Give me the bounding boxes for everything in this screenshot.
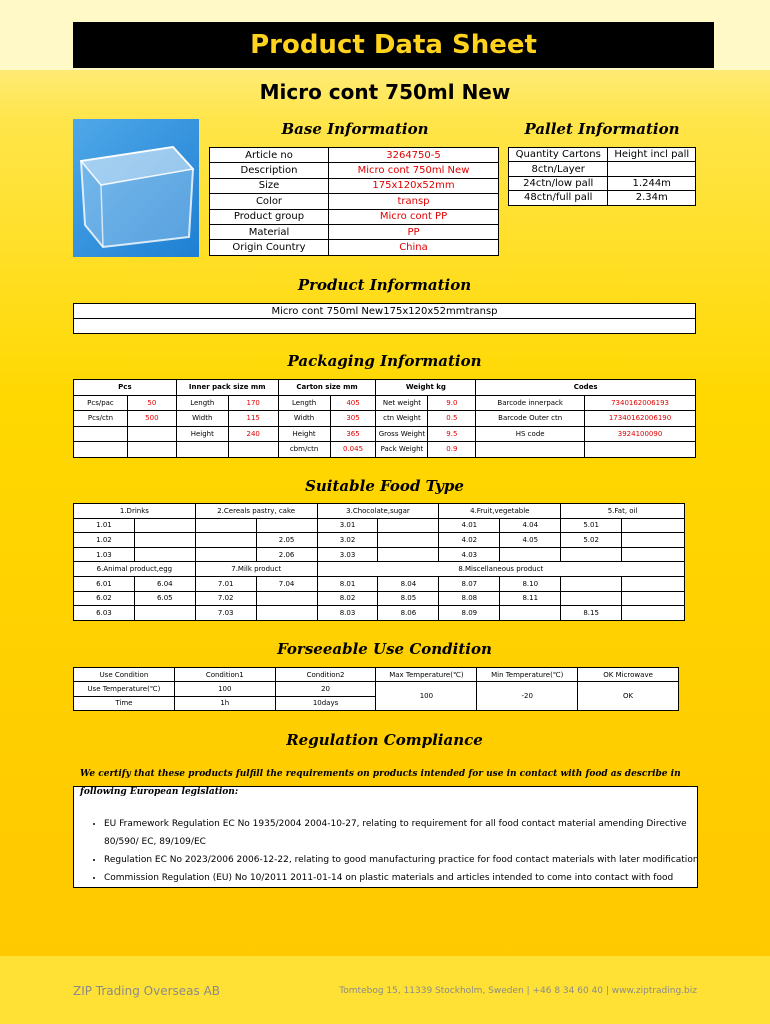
food-code: [622, 518, 685, 533]
food-code: [256, 591, 317, 606]
food-code: 7.01: [195, 576, 256, 591]
packaging-cell: 405: [330, 395, 376, 411]
section-product-info: Product Information: [297, 276, 472, 294]
packaging-cell: [127, 442, 176, 458]
use-header: Use Condition: [74, 668, 175, 682]
food-category: 3.Chocolate,sugar: [317, 504, 439, 519]
use-header: OK Microwave: [578, 668, 679, 682]
packaging-cell: [74, 426, 128, 442]
food-code: 7.02: [195, 591, 256, 606]
food-category: 6.Animal product,egg: [74, 562, 196, 577]
product-image: [73, 119, 199, 257]
food-row: [74, 547, 685, 562]
packaging-cell: [228, 442, 278, 458]
packaging-cell: Barcode innerpack: [476, 395, 585, 411]
food-code: 6.02: [74, 591, 135, 606]
food-code: [378, 533, 439, 548]
food-code: [195, 533, 256, 548]
packaging-cell: [585, 442, 696, 458]
use-cell: Use Temperature(℃): [74, 682, 175, 696]
base-info-row: [210, 178, 499, 193]
food-code: [622, 606, 685, 621]
use-header: Condition2: [275, 668, 376, 682]
food-code: [622, 591, 685, 606]
regulation-list: [74, 815, 704, 887]
base-info-label: Material: [210, 224, 329, 239]
use-cell: Time: [74, 696, 175, 710]
food-code: 1.03: [74, 547, 135, 562]
pallet-cell: 48ctn/full pall: [509, 191, 608, 205]
food-code: [622, 576, 685, 591]
section-base-info: Base Information: [281, 120, 429, 138]
food-code: [195, 547, 256, 562]
packaging-header: Pcs: [74, 380, 177, 396]
packaging-cell: 50: [127, 395, 176, 411]
packaging-cell: Pack Weight: [376, 442, 428, 458]
section-regulation: Regulation Compliance: [286, 731, 483, 749]
packaging-row: [74, 442, 696, 458]
food-category: 5.Fat, oil: [561, 504, 685, 519]
packaging-header-row: [74, 380, 696, 396]
packaging-cell: 7340162006193: [585, 395, 696, 411]
food-code: 8.04: [378, 576, 439, 591]
packaging-cell: [176, 442, 228, 458]
packaging-cell: Barcode Outer ctn: [476, 411, 585, 427]
packaging-cell: 305: [330, 411, 376, 427]
food-code: [622, 533, 685, 548]
packaging-cell: 3924100090: [585, 426, 696, 442]
pallet-header: Height incl pall: [608, 148, 696, 162]
packaging-cell: Height: [278, 426, 330, 442]
packaging-header: Carton size mm: [278, 380, 376, 396]
food-code: 7.04: [256, 576, 317, 591]
pallet-cell: 2.34m: [608, 191, 696, 205]
food-code: 4.02: [439, 533, 500, 548]
packaging-cell: Height: [176, 426, 228, 442]
use-row: [74, 682, 679, 696]
base-info-value: 175x120x52mm: [329, 178, 499, 193]
regulation-intro: We certify that these products fulfill the requirements on products intended for use in contact with food as describe in following European legislation:: [80, 769, 681, 797]
use-cell: 100: [376, 682, 477, 711]
food-code: [500, 606, 561, 621]
regulation-item: • Regulation EC No 2023/2006 2006-12-22, relating to good manufacturing practice for food contact materials with later modification: [104, 851, 704, 869]
food-code: 4.01: [439, 518, 500, 533]
food-row: [74, 518, 685, 533]
use-header-row: [74, 668, 679, 682]
base-info-label: Size: [210, 178, 329, 193]
food-type-table: [73, 503, 685, 621]
pallet-row: [509, 191, 696, 205]
food-code: 6.05: [134, 591, 195, 606]
base-info-label: Article no: [210, 148, 329, 163]
packaging-row: [74, 411, 696, 427]
packaging-cell: Pcs/pac: [74, 395, 128, 411]
packaging-cell: 9.0: [428, 395, 476, 411]
packaging-cell: cbm/ctn: [278, 442, 330, 458]
base-info-row: [210, 194, 499, 209]
food-category: 7.Milk product: [195, 562, 317, 577]
food-code: 4.03: [439, 547, 500, 562]
food-code: 2.05: [256, 533, 317, 548]
packaging-row: [74, 395, 696, 411]
section-use-condition: Forseeable Use Condition: [277, 640, 492, 658]
use-header: Condition1: [174, 668, 275, 682]
product-info-table: [73, 303, 696, 334]
packaging-row: [74, 426, 696, 442]
food-code: [378, 547, 439, 562]
packaging-cell: 9.5: [428, 426, 476, 442]
packaging-cell: 500: [127, 411, 176, 427]
food-code: 4.05: [500, 533, 561, 548]
use-cell: OK: [578, 682, 679, 711]
food-category: 1.Drinks: [74, 504, 196, 519]
packaging-cell: 0.045: [330, 442, 376, 458]
food-header-row: [74, 562, 685, 577]
use-cell: -20: [477, 682, 578, 711]
packaging-cell: 0.9: [428, 442, 476, 458]
packaging-header: Codes: [476, 380, 696, 396]
use-cell: 100: [174, 682, 275, 696]
base-info-label: Description: [210, 163, 329, 178]
food-category: 4.Fruit,vegetable: [439, 504, 561, 519]
packaging-cell: Width: [278, 411, 330, 427]
food-code: 8.08: [439, 591, 500, 606]
base-info-value: Micro cont 750ml New: [329, 163, 499, 178]
packaging-cell: 365: [330, 426, 376, 442]
regulation-item: • EU Framework Regulation EC No 1935/2004 2004-10-27, relating to requirement for all food contact material amending Directive 80/590/ EC, 89/109/EC: [104, 815, 704, 851]
food-code: 8.09: [439, 606, 500, 621]
packaging-cell: [476, 442, 585, 458]
food-code: 4.04: [500, 518, 561, 533]
food-code: 8.15: [561, 606, 622, 621]
food-code: 5.02: [561, 533, 622, 548]
packaging-cell: Length: [176, 395, 228, 411]
food-code: 8.02: [317, 591, 378, 606]
food-code: [134, 547, 195, 562]
base-info-row: [210, 163, 499, 178]
packaging-cell: 240: [228, 426, 278, 442]
food-code: 6.03: [74, 606, 135, 621]
packaging-cell: Length: [278, 395, 330, 411]
food-code: 3.02: [317, 533, 378, 548]
product-info-line: Micro cont 750ml New175x120x52mmtransp: [74, 304, 696, 319]
packaging-cell: 0.5: [428, 411, 476, 427]
food-code: 8.03: [317, 606, 378, 621]
packaging-table: [73, 379, 696, 458]
packaging-cell: 17340162006190: [585, 411, 696, 427]
food-code: [256, 518, 317, 533]
product-name: Micro cont 750ml New: [259, 80, 511, 104]
food-code: [561, 591, 622, 606]
base-info-value: PP: [329, 224, 499, 239]
packaging-cell: HS code: [476, 426, 585, 442]
food-code: [256, 606, 317, 621]
packaging-cell: Net weight: [376, 395, 428, 411]
food-code: [195, 518, 256, 533]
pallet-row: [509, 162, 696, 176]
food-code: 5.01: [561, 518, 622, 533]
section-packaging-info: Packaging Information: [287, 352, 482, 370]
section-food-type: Suitable Food Type: [305, 477, 464, 495]
base-info-value: 3264750-5: [329, 148, 499, 163]
packaging-cell: ctn Weight: [376, 411, 428, 427]
food-code: [561, 576, 622, 591]
packaging-cell: Width: [176, 411, 228, 427]
footer-company: ZIP Trading Overseas AB: [73, 984, 221, 998]
food-code: [622, 547, 685, 562]
food-code: [500, 547, 561, 562]
base-info-value: transp: [329, 194, 499, 209]
pallet-info-table: [508, 147, 696, 206]
food-code: 3.01: [317, 518, 378, 533]
regulation-box: [73, 769, 699, 888]
food-code: 6.04: [134, 576, 195, 591]
packaging-cell: [127, 426, 176, 442]
packaging-cell: [74, 442, 128, 458]
packaging-cell: Gross Weight: [376, 426, 428, 442]
use-cell: 20: [275, 682, 376, 696]
pallet-cell: 8ctn/Layer: [509, 162, 608, 176]
base-info-label: Origin Country: [210, 240, 329, 255]
page-title: Product Data Sheet: [73, 22, 714, 68]
food-code: 7.03: [195, 606, 256, 621]
food-code: [561, 547, 622, 562]
food-code: 3.03: [317, 547, 378, 562]
base-info-row: [210, 148, 499, 163]
pallet-cell: 1.244m: [608, 176, 696, 190]
pallet-cell: [608, 162, 696, 176]
regulation-item: • Commission Regulation (EU) No 10/2011 2011-01-14 on plastic materials and articles intended to come into contact with food: [104, 869, 704, 887]
packaging-header: Inner pack size mm: [176, 380, 278, 396]
food-row: [74, 576, 685, 591]
food-code: [378, 518, 439, 533]
base-info-row: [210, 224, 499, 239]
use-cell: 1h: [174, 696, 275, 710]
footer-address: Tomtebog 15, 11339 Stockholm, Sweden | +46 8 34 60 40 | www.ziptrading.biz: [339, 986, 697, 996]
product-info-line: [74, 319, 696, 334]
food-code: 6.01: [74, 576, 135, 591]
pallet-row: [509, 176, 696, 190]
packaging-header: Weight kg: [376, 380, 476, 396]
food-code: 8.05: [378, 591, 439, 606]
food-row: [74, 591, 685, 606]
food-code: 8.07: [439, 576, 500, 591]
food-code: 1.01: [74, 518, 135, 533]
pallet-header-row: [509, 148, 696, 162]
food-code: 8.10: [500, 576, 561, 591]
section-pallet-info: Pallet Information: [524, 120, 680, 138]
food-category: 2.Cereals pastry, cake: [195, 504, 317, 519]
use-cell: 10days: [275, 696, 376, 710]
base-info-value: China: [329, 240, 499, 255]
packaging-cell: Pcs/ctn: [74, 411, 128, 427]
base-info-table: [209, 147, 499, 256]
food-header-row: [74, 504, 685, 519]
base-info-row: [210, 209, 499, 224]
base-info-row: [210, 240, 499, 255]
food-code: [134, 533, 195, 548]
food-row: [74, 606, 685, 621]
food-category: 8.Miscellaneous product: [317, 562, 684, 577]
food-code: [134, 606, 195, 621]
food-code: 8.01: [317, 576, 378, 591]
packaging-cell: 170: [228, 395, 278, 411]
food-code: [134, 518, 195, 533]
food-code: 8.11: [500, 591, 561, 606]
base-info-label: Product group: [210, 209, 329, 224]
use-header: Max Temperature(℃): [376, 668, 477, 682]
use-header: Min Temperature(℃): [477, 668, 578, 682]
packaging-cell: 115: [228, 411, 278, 427]
pallet-cell: 24ctn/low pall: [509, 176, 608, 190]
use-condition-table: [73, 667, 679, 711]
base-info-label: Color: [210, 194, 329, 209]
food-code: 1.02: [74, 533, 135, 548]
pallet-header: Quantity Cartons: [509, 148, 608, 162]
food-code: 2.06: [256, 547, 317, 562]
food-code: 8.06: [378, 606, 439, 621]
base-info-value: Micro cont PP: [329, 209, 499, 224]
food-row: [74, 533, 685, 548]
